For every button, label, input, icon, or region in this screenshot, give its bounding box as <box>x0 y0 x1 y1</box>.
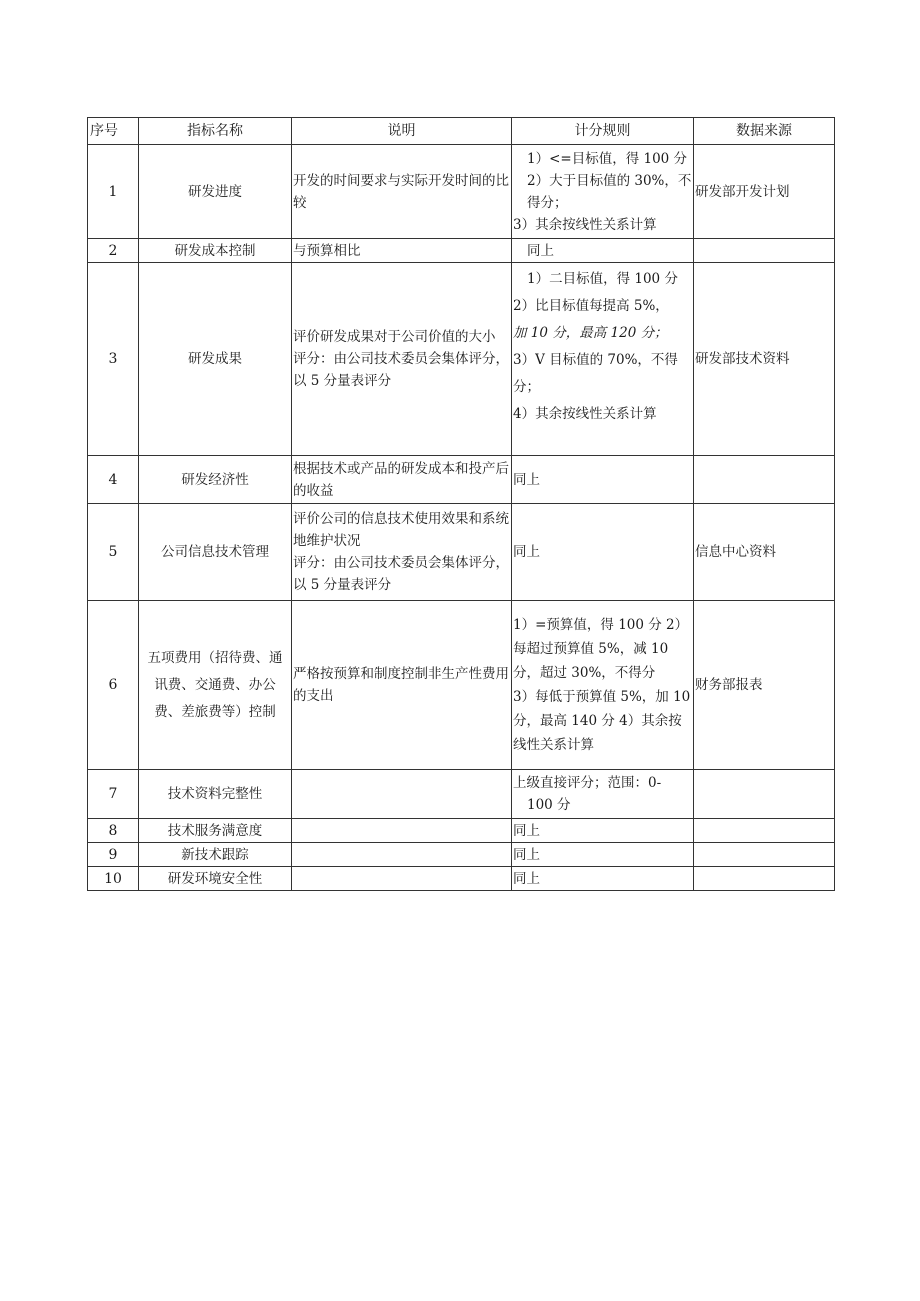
row-source: 研发部开发计划 <box>694 145 835 239</box>
row-rule <box>512 843 694 867</box>
rule-line: 同上 <box>513 471 540 488</box>
row-desc <box>292 867 512 891</box>
row-name: 研发经济性 <box>139 456 292 504</box>
rule-line: 3）V 目标值的 70%，不得分； <box>513 352 678 395</box>
row-name: 研发成果 <box>139 263 292 456</box>
table-row <box>88 456 835 504</box>
row-name: 研发进度 <box>139 145 292 239</box>
row-source <box>694 239 835 263</box>
row-desc <box>292 770 512 819</box>
row-seq: 3 <box>88 263 139 456</box>
table-row <box>88 819 835 843</box>
kpi-table <box>87 117 835 891</box>
row-rule <box>512 145 694 239</box>
row-name: 公司信息技术管理 <box>139 504 292 601</box>
row-desc <box>292 263 512 456</box>
rule-line: 3）每低于预算值 5%，加 10 分，最高 140 分 4）其余按线性关系计算 <box>513 689 695 753</box>
rule-line: 1）=预算值，得 100 分 2）每超过预算值 5%，减 10 分，超过 30%，不得分 <box>513 617 689 681</box>
header-rule: 计分规则 <box>512 118 694 145</box>
table-row <box>88 145 835 239</box>
row-source: 财务部报表 <box>694 601 835 770</box>
row-rule <box>512 239 694 263</box>
rule-line: 2）比目标值每提高 5%， <box>513 298 669 314</box>
table-header-row <box>88 118 835 145</box>
rule-line: 1）<=目标值，得 100 分 2）大于目标值的 30%，不得分； <box>527 150 692 211</box>
row-desc: 与预算相比 <box>292 239 512 263</box>
table-row <box>88 239 835 263</box>
row-seq: 7 <box>88 770 139 819</box>
rule-line: 同上 <box>513 846 540 863</box>
header-source: 数据来源 <box>694 118 835 145</box>
row-desc: 根据技术或产品的研发成本和投产后的收益 <box>292 456 512 504</box>
row-name: 研发环境安全性 <box>139 867 292 891</box>
rule-line: 1）二目标值，得 100 分 <box>527 271 678 287</box>
row-rule <box>512 819 694 843</box>
table-row <box>88 867 835 891</box>
row-name: 技术资料完整性 <box>139 770 292 819</box>
row-seq: 9 <box>88 843 139 867</box>
table-row <box>88 601 835 770</box>
row-source <box>694 770 835 819</box>
rule-line: 同上 <box>513 870 540 887</box>
row-name: 新技术跟踪 <box>139 843 292 867</box>
row-source <box>694 819 835 843</box>
desc-text: 评价研发成果对于公司价值的大小 评分：由公司技术委员会集体评分，以 5 分量表评分 <box>293 329 509 389</box>
rule-line: 100 分 <box>527 797 571 813</box>
row-seq: 8 <box>88 819 139 843</box>
row-desc <box>292 504 512 601</box>
row-seq: 1 <box>88 145 139 239</box>
row-seq: 5 <box>88 504 139 601</box>
rule-line: 3）其余按线性关系计算 <box>513 216 657 233</box>
header-seq: 序号 <box>88 118 139 145</box>
row-name: 技术服务满意度 <box>139 819 292 843</box>
row-source <box>694 456 835 504</box>
row-source: 研发部技术资料 <box>694 263 835 456</box>
row-rule <box>512 263 694 456</box>
rule-line: 加 10 分，最高 120 分； <box>513 325 668 341</box>
row-rule <box>512 770 694 819</box>
table-row <box>88 504 835 601</box>
row-rule <box>512 867 694 891</box>
row-name: 研发成本控制 <box>139 239 292 263</box>
rule-line: 上级直接评分；范围：0- <box>513 775 662 791</box>
row-source: 信息中心资料 <box>694 504 835 601</box>
row-rule <box>512 601 694 770</box>
row-seq: 6 <box>88 601 139 770</box>
table-row <box>88 770 835 819</box>
header-desc: 说明 <box>292 118 512 145</box>
row-seq: 2 <box>88 239 139 263</box>
row-source <box>694 867 835 891</box>
rule-line: 4）其余按线性关系计算 <box>513 406 657 422</box>
table-row <box>88 843 835 867</box>
row-desc: 严格按预算和制度控制非生产性费用的支出 <box>292 601 512 770</box>
header-name: 指标名称 <box>139 118 292 145</box>
row-desc <box>292 843 512 867</box>
rule-line: 同上 <box>527 242 554 259</box>
row-rule <box>512 504 694 601</box>
row-desc <box>292 819 512 843</box>
row-desc: 开发的时间要求与实际开发时间的比较 <box>292 145 512 239</box>
rule-line: 同上 <box>513 822 540 839</box>
row-rule <box>512 456 694 504</box>
table-row <box>88 263 835 456</box>
desc-text: 评价公司的信息技术使用效果和系统地维护状况 评分：由公司技术委员会集体评分，以 5 分量表评分 <box>293 511 509 593</box>
rule-line: 同上 <box>513 544 540 560</box>
row-seq: 4 <box>88 456 139 504</box>
row-source <box>694 843 835 867</box>
row-seq: 10 <box>88 867 139 891</box>
row-name: 五项费用（招待费、通讯费、交通费、办公费、差旅费等）控制 <box>139 601 292 770</box>
